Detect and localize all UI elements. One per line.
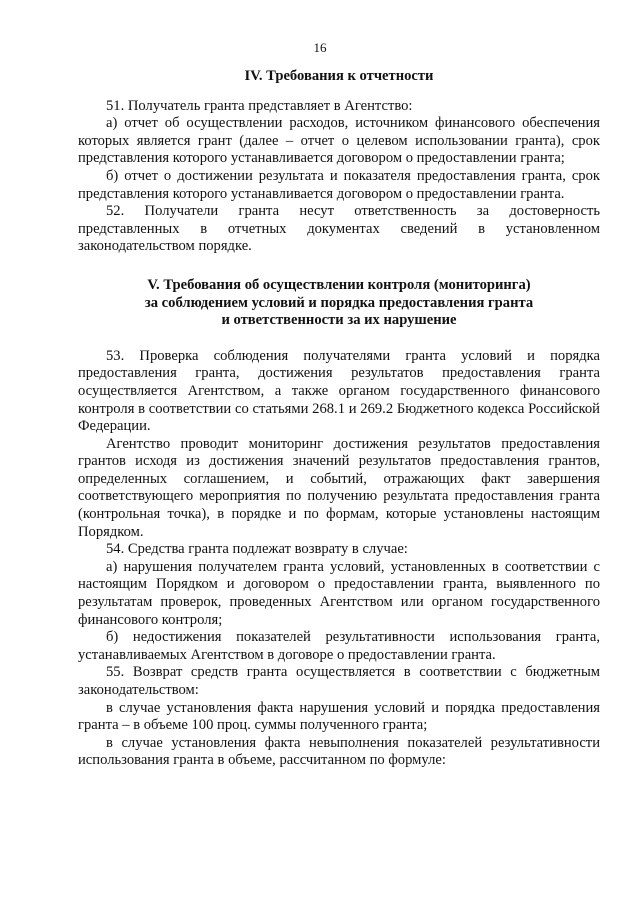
section-5-heading-line: за соблюдением условий и порядка предоставления гранта bbox=[144, 294, 534, 311]
paragraph-55-formula: в случае установления факта невыполнения показателей результативности использования гранта в объеме, рассчитанном по формуле: bbox=[78, 734, 600, 769]
paragraph-monitoring: Агентство проводит мониторинг достижения результатов предоставления грантов исходя из достижения значений результатов предоставления грантов, определенных соглашением, и событий, отражающих факт завершения соответствующего мероприятия по получению результата предоставления гранта (контрольная точка), в порядке и по формам, которые установлены настоящим Порядком. bbox=[78, 435, 600, 540]
paragraph-54: 54. Средства гранта подлежат возврату в случае: bbox=[106, 541, 408, 558]
document-body bbox=[78, 68, 600, 770]
paragraph-54-b: б) недостижения показателей результативности использования гранта, устанавливаемых Агентством в договоре о предоставлении гранта. bbox=[78, 629, 600, 663]
paragraph-51: 51. Получатель гранта представляет в Агентство: bbox=[106, 97, 413, 114]
page-number: 16 bbox=[313, 40, 327, 55]
paragraph-51-a: а) отчет об осуществлении расходов, источником финансового обеспечения которых является грант (далее – отчет о целевом использовании гранта), срок представления которого устанавливается договором о предоставлении гранта; bbox=[78, 115, 600, 167]
paragraph-51-b: б) отчет о достижении результата и показателя предоставления гранта, срок представления которого устанавливается договором о предоставлении гранта. bbox=[78, 167, 600, 202]
paragraph-52: 52. Получатели гранта несут ответственность за достоверность представленных в отчетных документах сведений в установленном законодательством порядке. bbox=[78, 203, 600, 255]
section-5-heading-line: и ответственности за их нарушение bbox=[221, 312, 457, 329]
section-5-heading-line: V. Требования об осуществлении контроля (мониторинга) bbox=[147, 276, 531, 293]
paragraph-54-a: а) нарушения получателем гранта условий, установленных в соответствии с настоящим Порядком и договором о предоставлении гранта, выявленного по результатам проверок, проведенных Агентством или органом государственного финансового контроля; bbox=[78, 558, 600, 628]
section-4-heading: IV. Требования к отчетности bbox=[244, 68, 434, 84]
paragraph-55: 55. Возврат средств гранта осуществляется в соответствии с бюджетным законодательством: bbox=[78, 664, 600, 698]
paragraph-55-violation: в случае установления факта нарушения условий и порядка предоставления гранта – в объеме 100 проц. суммы полученного гранта; bbox=[78, 699, 600, 734]
paragraph-53: 53. Проверка соблюдения получателями гранта условий и порядка предоставления гранта, достижения результатов предоставления гранта осуществляется Агентством, а также органом государственного финансового контроля в соответствии со статьями 268.1 и 269.2 Бюджетного кодекса Российской Федерации. bbox=[78, 347, 600, 435]
section-5-heading bbox=[78, 277, 600, 330]
